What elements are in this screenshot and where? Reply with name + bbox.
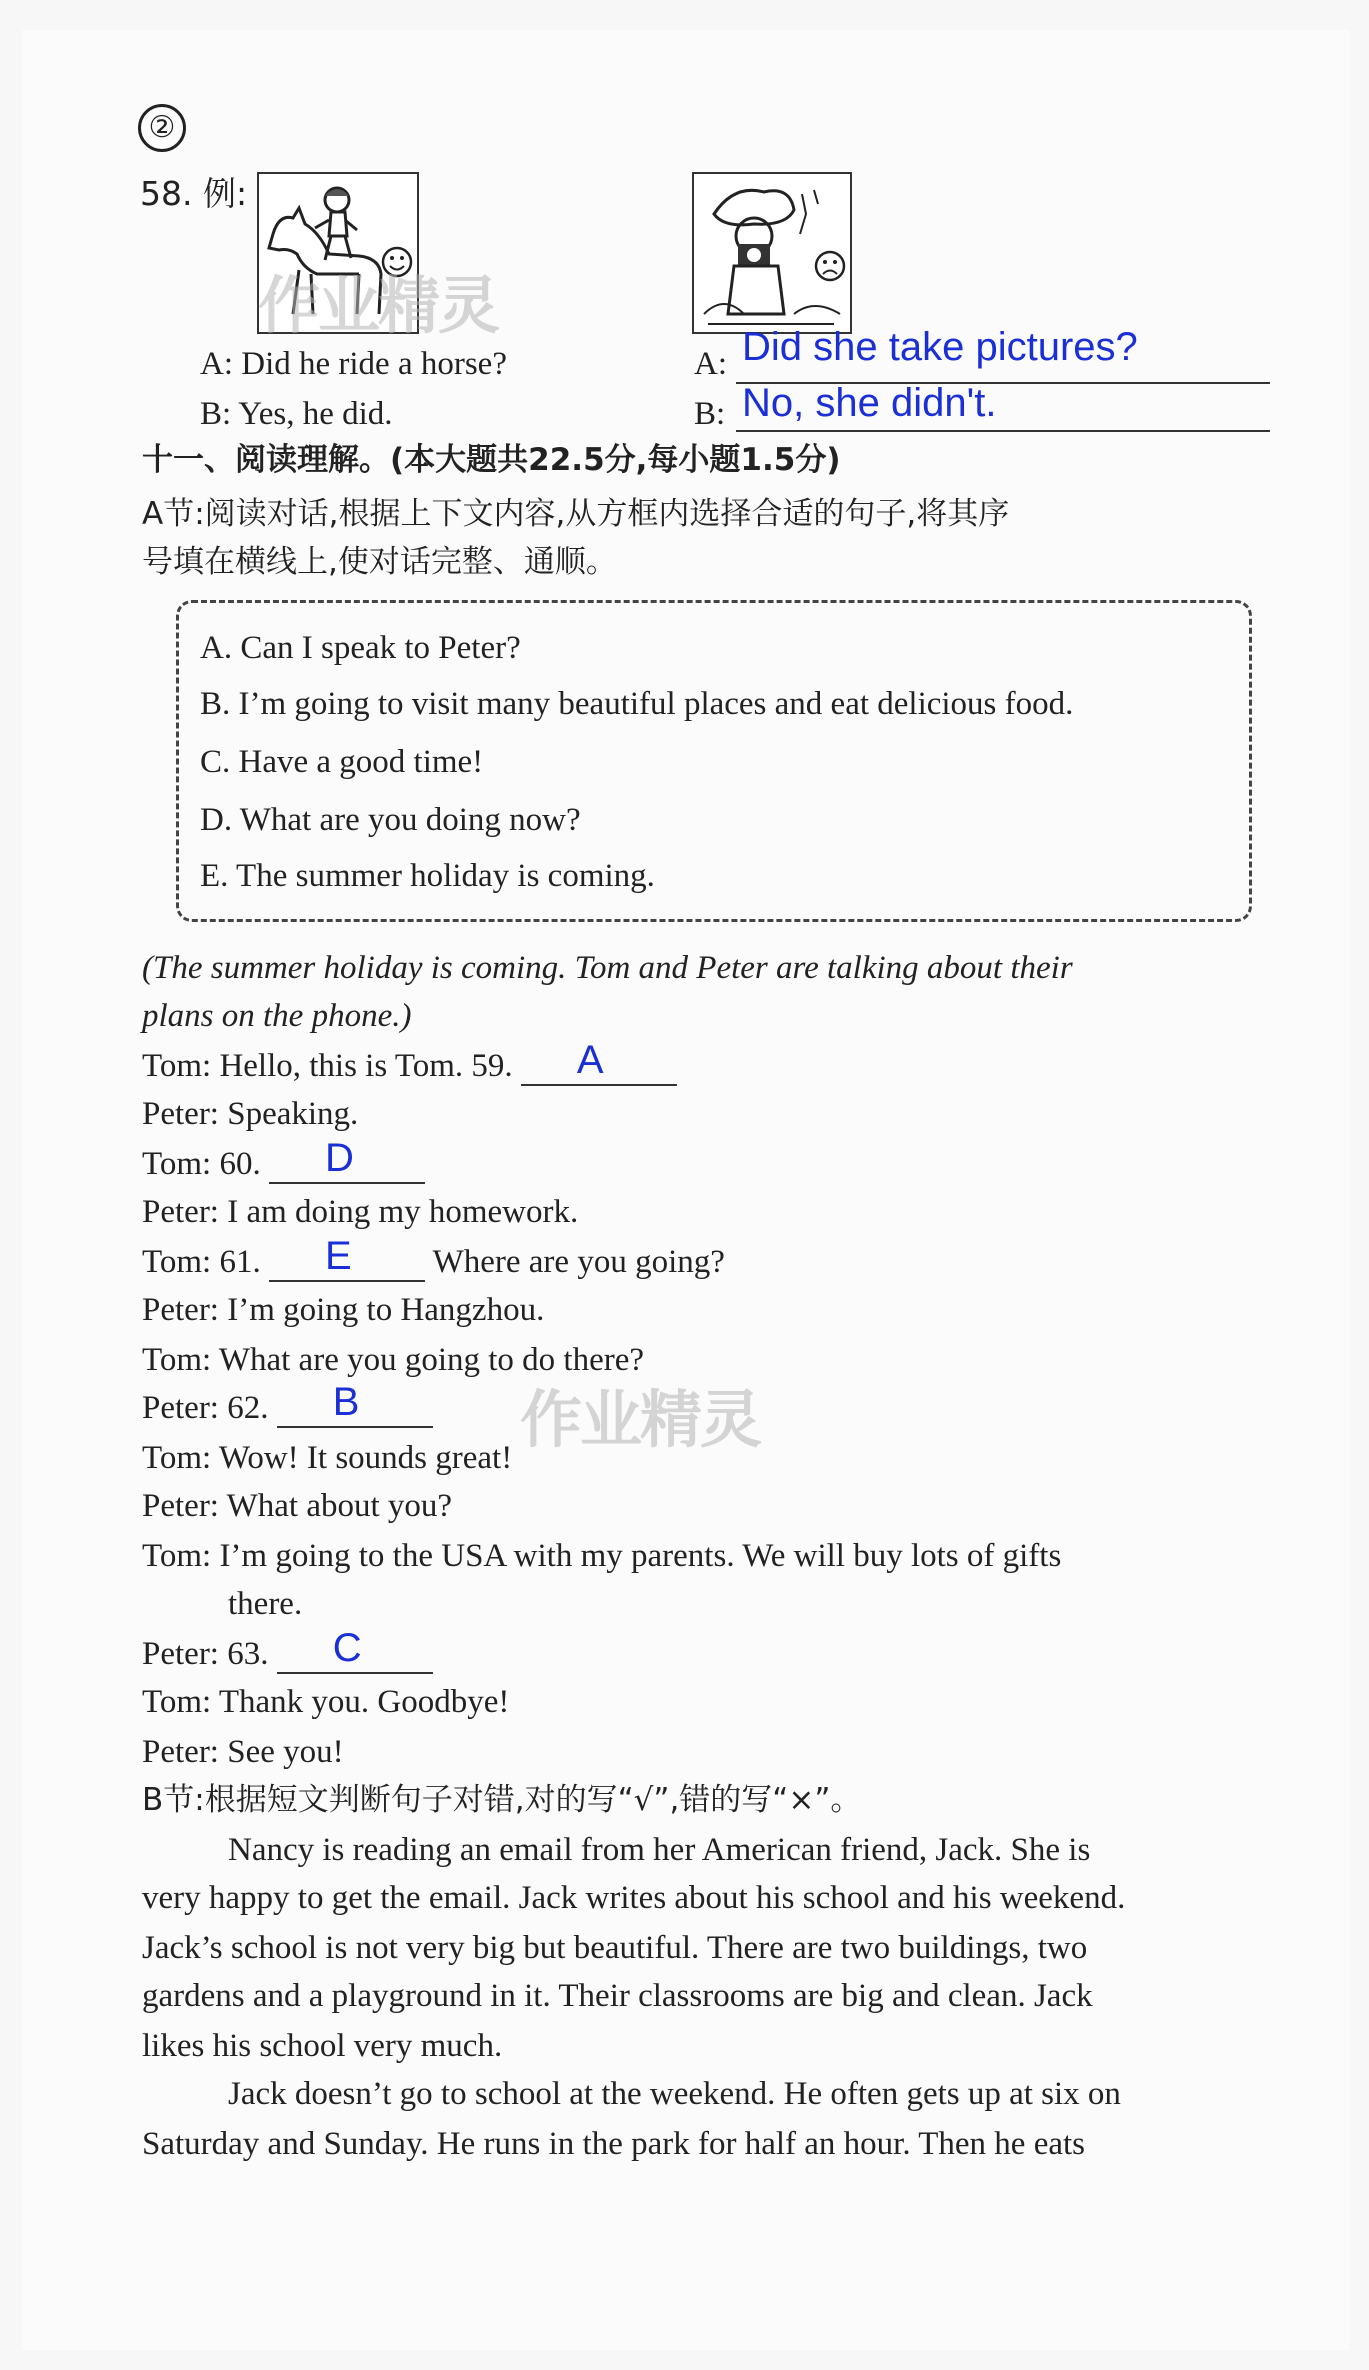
q58-answer-a: Did she take pictures? xyxy=(742,325,1138,369)
passage-line: Saturday and Sunday. He runs in the park for half an hour. Then he eats xyxy=(142,2126,1085,2162)
part-a-instruction-2: 号填在横线上,使对话完整、通顺。 xyxy=(142,544,617,580)
dialogue-text: Tom: 61. xyxy=(142,1244,261,1280)
dialogue-line: Tom: Wow! It sounds great! xyxy=(142,1440,513,1476)
dialogue-line-60 xyxy=(142,1136,425,1184)
dialogue-line: Peter: What about you? xyxy=(142,1488,453,1524)
answer-62: B xyxy=(332,1380,360,1424)
example-line-a: A: Did he ride a horse? xyxy=(200,346,507,382)
dialogue-line: Tom: What are you going to do there? xyxy=(142,1342,645,1378)
context-line-1: (The summer holiday is coming. Tom and Peter are talking about their xyxy=(142,950,1073,986)
q58-answer-b: No, she didn't. xyxy=(742,381,997,425)
part-a-instruction-1: A节:阅读对话,根据上下文内容,从方框内选择合适的句子,将其序 xyxy=(142,496,1010,532)
blank-63[interactable] xyxy=(277,1626,433,1674)
passage-line: very happy to get the email. Jack writes about his school and his weekend. xyxy=(142,1880,1126,1916)
dialogue-line-61 xyxy=(142,1234,725,1282)
part-b-instruction: B节:根据短文判断句子对错,对的写“√”,错的写“×”。 xyxy=(142,1782,862,1818)
watermark-middle: 作业精灵 xyxy=(520,1383,761,1456)
option-b: B. I’m going to visit many beautiful places and eat delicious food. xyxy=(200,686,1074,722)
dialogue-text: Peter: 62. xyxy=(142,1390,269,1426)
dialogue-line-63 xyxy=(142,1626,433,1674)
blank-61[interactable] xyxy=(269,1234,425,1282)
passage-line: Jack’s school is not very big but beautiful. There are two buildings, two xyxy=(142,1930,1088,1966)
answer-59: A xyxy=(576,1038,604,1082)
answer-63: C xyxy=(332,1626,362,1670)
dialogue-line: Peter: I’m going to Hangzhou. xyxy=(142,1292,545,1328)
dialogue-text: Tom: 60. xyxy=(142,1146,261,1182)
blank-59[interactable] xyxy=(521,1038,677,1086)
dialogue-line: there. xyxy=(228,1586,303,1622)
dialogue-line: Tom: I’m going to the USA with my parents. We will buy lots of gifts xyxy=(142,1538,1062,1574)
dialogue-text: Tom: Hello, this is Tom. 59. xyxy=(142,1048,513,1084)
dialogue-line-62 xyxy=(142,1380,433,1428)
question-picture-camera xyxy=(692,172,852,334)
watermark-top: 作业精灵 xyxy=(258,269,499,342)
answer-61: E xyxy=(324,1234,352,1278)
answer-60: D xyxy=(324,1136,354,1180)
section-number-circle: ② xyxy=(138,104,186,152)
girl-camera-illustration xyxy=(694,174,850,332)
passage-line: Nancy is reading an email from her American friend, Jack. She is xyxy=(228,1832,1091,1868)
option-a: A. Can I speak to Peter? xyxy=(200,630,521,666)
q58-label: 58. 例: xyxy=(140,174,248,213)
dialogue-text: Where are you going? xyxy=(432,1244,725,1280)
dialogue-line: Peter: Speaking. xyxy=(142,1096,359,1132)
q58-prompt-a: A: xyxy=(694,346,727,382)
context-line-2: plans on the phone.) xyxy=(142,998,412,1034)
option-d: D. What are you doing now? xyxy=(200,802,581,838)
dialogue-text: Peter: 63. xyxy=(142,1636,269,1672)
dialogue-line: Tom: Thank you. Goodbye! xyxy=(142,1684,510,1720)
option-c: C. Have a good time! xyxy=(200,744,484,780)
dialogue-line: Peter: See you! xyxy=(142,1734,344,1770)
passage-line: Jack doesn’t go to school at the weekend. He often gets up at six on xyxy=(228,2076,1121,2112)
q58-prompt-b: B: xyxy=(694,396,726,432)
dialogue-line-59 xyxy=(142,1038,677,1086)
passage-line: gardens and a playground in it. Their classrooms are big and clean. Jack xyxy=(142,1978,1093,2014)
section-heading: 十一、阅读理解。(本大题共22.5分,每小题1.5分) xyxy=(142,442,841,478)
blank-62[interactable] xyxy=(277,1380,433,1428)
passage-line: likes his school very much. xyxy=(142,2028,503,2064)
dialogue-line: Peter: I am doing my homework. xyxy=(142,1194,579,1230)
option-e: E. The summer holiday is coming. xyxy=(200,858,655,894)
example-line-b: B: Yes, he did. xyxy=(200,396,393,432)
blank-60[interactable] xyxy=(269,1136,425,1184)
